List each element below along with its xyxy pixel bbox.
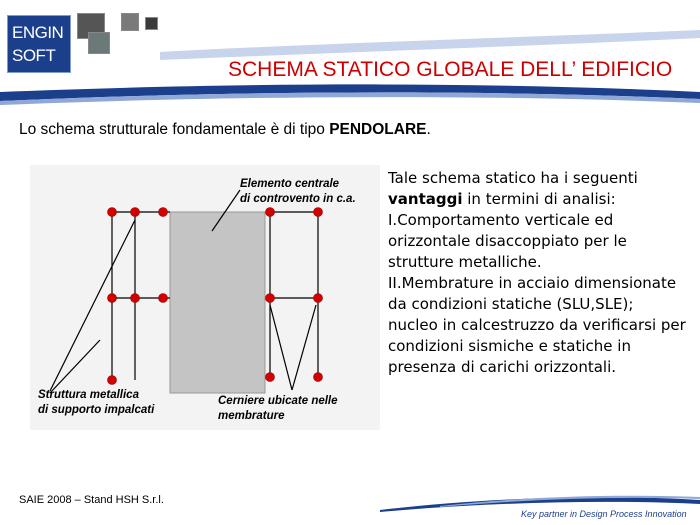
- hinge-marker: [108, 294, 117, 303]
- hinge-marker: [314, 373, 323, 382]
- hinge-marker: [131, 294, 140, 303]
- label-core: [240, 177, 356, 207]
- hinge-marker: [266, 208, 275, 217]
- slide-title: SCHEMA STATICO GLOBALE DELL’ EDIFICIO: [228, 58, 673, 81]
- advantages-suffix: in termini di analisi:: [462, 190, 616, 208]
- label-core-line2: di controvento in c.a.: [240, 193, 356, 205]
- advantages-prefix: Tale schema statico ha i seguenti: [388, 169, 638, 187]
- advantages-intro: [388, 168, 688, 210]
- advantage-point-1: I.Comportamento verticale ed orizzontale disaccoppiato per le strutture metalliche.: [388, 211, 627, 271]
- label-frame-line1: Struttura metallica: [38, 389, 139, 401]
- hinge-marker: [159, 294, 168, 303]
- intro-suffix: .: [426, 121, 431, 138]
- intro-emphasis: PENDOLARE: [329, 121, 427, 138]
- footer-credit: SAIE 2008 – Stand HSH S.r.l.: [19, 494, 164, 506]
- logo-text-line1: ENGIN: [12, 23, 64, 42]
- footer-tagline: Key partner in Design Process Innovation: [521, 509, 687, 519]
- hinge-marker: [314, 208, 323, 217]
- hinge-marker: [131, 208, 140, 217]
- header-thumbnail-4: [145, 17, 158, 30]
- intro-sentence: [19, 121, 431, 139]
- logo-text-line2: SOFT: [12, 46, 56, 65]
- intro-prefix: Lo schema strutturale fondamentale è di tipo: [19, 121, 330, 138]
- header-thumbnail-2: [88, 32, 110, 54]
- advantages-bold: vantaggi: [388, 190, 463, 208]
- hinge-marker: [266, 294, 275, 303]
- header-swoosh: [0, 0, 700, 110]
- label-steel-frame: [38, 388, 154, 418]
- concrete-core: [170, 212, 265, 393]
- hinge-marker: [108, 208, 117, 217]
- hinge-marker: [314, 294, 323, 303]
- advantages-text: [388, 168, 688, 378]
- label-frame-line2: di supporto impalcati: [38, 404, 155, 416]
- enginsoft-logo: [7, 15, 71, 73]
- hinge-marker: [108, 376, 117, 385]
- hinge-marker: [266, 373, 275, 382]
- advantage-point-2: II.Membrature in acciaio dimensionate da condizioni statiche (SLU,SLE); nucleo in calcestruzzo da verificarsi per condizioni sismiche e statiche in presenza di carichi orizzontali.: [388, 274, 686, 376]
- label-core-line1: Elemento centrale: [240, 178, 340, 190]
- hinge-marker: [159, 208, 168, 217]
- label-hinges-line1: Cerniere ubicate nelle: [218, 395, 338, 407]
- label-hinges-line2: membrature: [218, 410, 285, 422]
- footer-swoosh: [380, 488, 700, 525]
- header-thumbnail-3: [121, 13, 139, 31]
- label-hinges: [218, 394, 338, 424]
